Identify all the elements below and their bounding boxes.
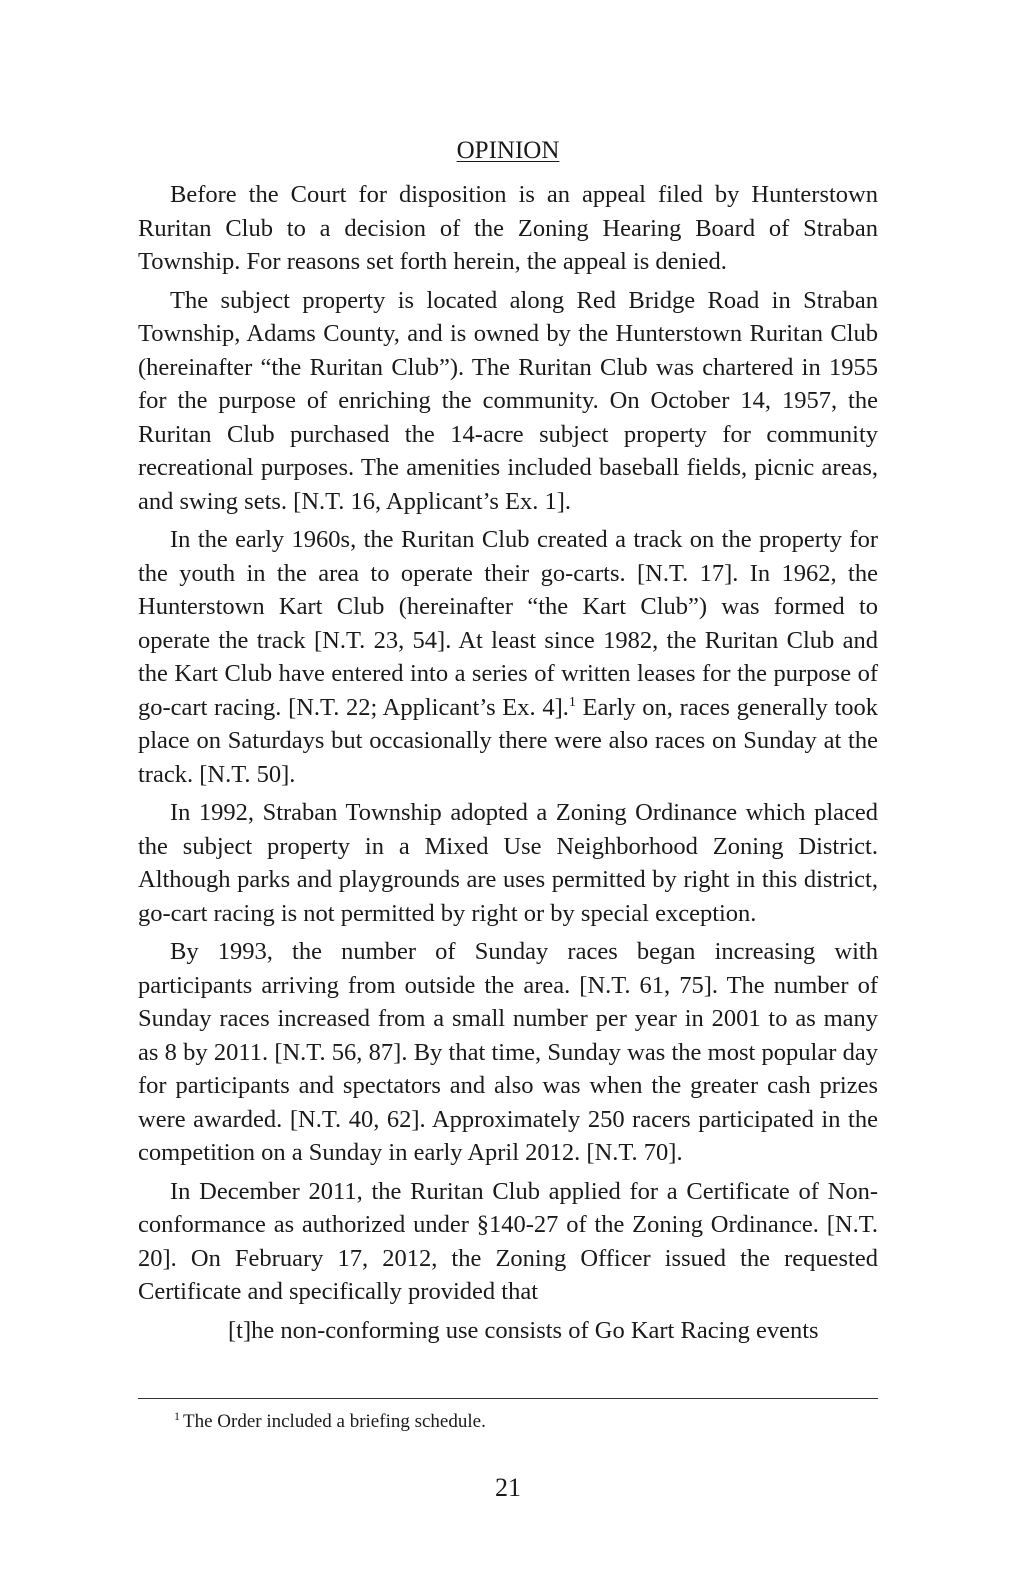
block-quote: [t]he non-conforming use consists of Go Kart Racing events xyxy=(228,1316,819,1344)
footnote-marker: 1 xyxy=(174,1408,180,1423)
document-page xyxy=(138,0,878,1582)
opinion-body xyxy=(138,178,878,1347)
page-title: OPINION xyxy=(456,137,560,164)
paragraph-6: In December 2011, the Ruritan Club applied for a Certificate of Non-conformance as authorized under §140-27 of the Zoning Ordinance. [N.T. 20]. On February 17, 2012, the Zoning Officer issued the requested Certificate and specifically provided that xyxy=(138,1177,878,1305)
paragraph-4: In 1992, Straban Township adopted a Zoning Ordinance which placed the subject property in a Mixed Use Neighborhood Zoning District. Although parks and playgrounds are uses permitted by right in this district, go-cart racing is not permitted by right or by special exception. xyxy=(138,799,878,927)
footnote xyxy=(174,1408,874,1436)
paragraph-3-text: In the early 1960s, the Ruritan Club created a track on the property for the youth in the area to operate their go-carts. [N.T. 17]. In 1962, the Hunterstown Kart Club (hereinafter “the Kart Club”) was formed to operate the track [N.T. 23, 54]. At least since 1982, the Ruritan Club and the Kart Club have entered into a series of written leases for the purpose of go-cart racing. [N.T. 22; Applicant’s Ex. 4]. xyxy=(138,526,878,721)
paragraph-2: The subject property is located along Red Bridge Road in Straban Township, Adams County, and is owned by the Hunterstown Ruritan Club (hereinafter “the Ruritan Club”). The Ruritan Club was chartered in 1955 for the purpose of enriching the community. On October 14, 1957, the Ruritan Club purchased the 14-acre subject property for community recreational purposes. The amenities included baseball fields, picnic areas, and swing sets. [N.T. 16, Applicant’s Ex. 1]. xyxy=(138,286,878,515)
footnote-reference[interactable]: 1 xyxy=(568,694,576,710)
footnote-divider xyxy=(138,1398,878,1399)
page-number: 21 xyxy=(495,1473,521,1502)
paragraph-3-continuation: Early on, races generally took place on Saturdays but occasionally there were also races on Sunday at the track. [N.T. 50]. xyxy=(138,693,879,788)
paragraph-5: By 1993, the number of Sunday races began increasing with participants arriving from outside the area. [N.T. 61, 75]. The number of Sunday races increased from a small number per year in 2001 to as many as 8 by 2011. [N.T. 56, 87]. By that time, Sunday was the most popular day for participants and spectators and also was when the greater cash prizes were awarded. [N.T. 40, 62]. Approximately 250 racers participated in the competition on a Sunday in early April 2012. [N.T. 70]. xyxy=(138,938,878,1166)
paragraph-3 xyxy=(138,523,878,791)
footnote-text: The Order included a briefing schedule. xyxy=(183,1411,486,1432)
paragraph-1: Before the Court for disposition is an appeal filed by Hunterstown Ruritan Club to a decision of the Zoning Hearing Board of Straban Township. For reasons set forth herein, the appeal is denied. xyxy=(138,181,878,275)
